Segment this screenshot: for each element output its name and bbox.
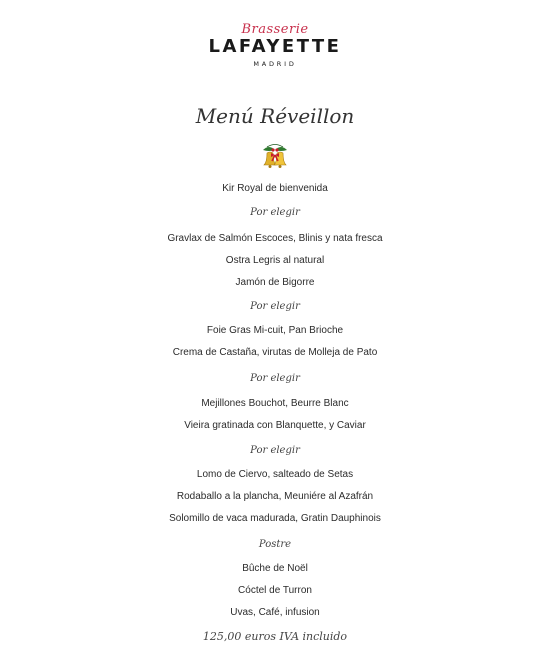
brasserie-logo <box>0 22 550 72</box>
course2-item-1: Foie Gras Mi-cuit, Pan Brioche <box>206 325 344 336</box>
course2-item-2: Crema de Castaña, virutas de Molleja de Pato <box>172 347 378 358</box>
course3-item-2: Vieira gratinada con Blanquette, y Caviar <box>184 420 366 431</box>
dessert-item-3: Uvas, Café, infusion <box>230 607 320 618</box>
choice-label-1: Por elegir <box>250 207 300 218</box>
course3-item-1: Mejillones Bouchot, Beurre Blanc <box>201 398 349 409</box>
dessert-item-2: Cóctel de Turron <box>238 585 312 596</box>
course1-item-1: Gravlax de Salmón Escoces, Blinis y nata fresca <box>167 233 383 244</box>
logo-name: LAFAYETTE <box>208 36 342 57</box>
course1-item-2: Ostra Legris al natural <box>225 255 325 266</box>
choice-label-4: Por elegir <box>250 445 300 456</box>
course4-item-3: Solomillo de vaca madurada, Gratin Dauphinois <box>169 513 381 524</box>
dessert-item-1: Bûche de Noël <box>242 563 308 574</box>
logo-city: MADRID <box>253 60 297 68</box>
dessert-label: Postre <box>258 539 292 550</box>
welcome-drink: Kir Royal de bienvenida <box>222 183 328 194</box>
course4-item-1: Lomo de Ciervo, salteado de Setas <box>196 469 354 480</box>
christmas-bells-icon <box>259 142 291 172</box>
logo-script-text: Brasserie <box>241 22 309 37</box>
menu-price: 125,00 euros IVA incluido <box>202 630 348 643</box>
course1-item-3: Jamón de Bigorre <box>235 277 315 288</box>
course4-item-2: Rodaballo a la plancha, Meuniére al Azafrán <box>176 491 374 502</box>
choice-label-3: Por elegir <box>250 373 300 384</box>
choice-label-2: Por elegir <box>250 301 300 312</box>
menu-title: Menú Réveillon <box>195 104 355 128</box>
